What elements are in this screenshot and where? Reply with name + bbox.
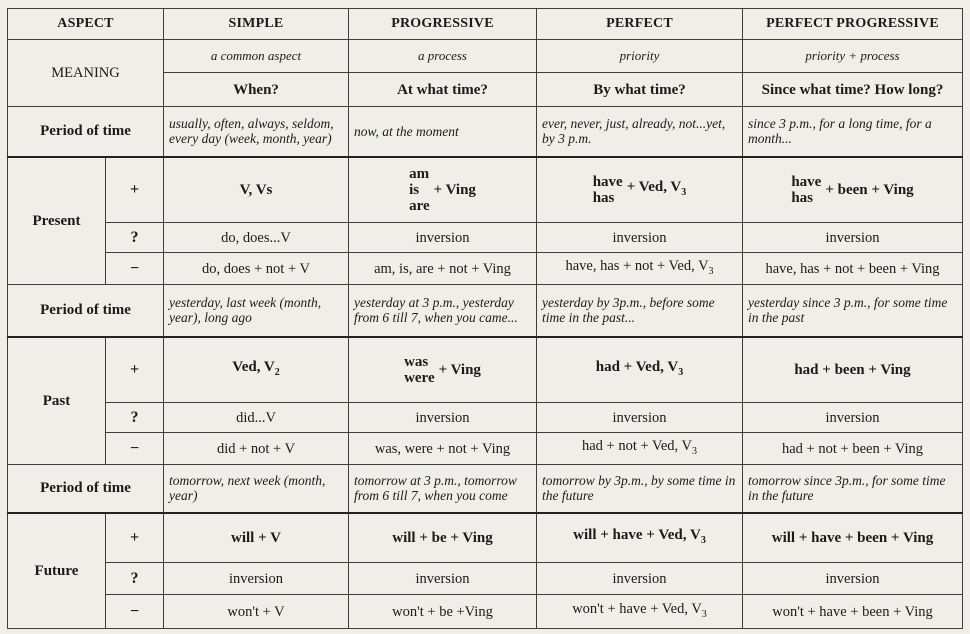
meaning-progressive: a process [349,40,537,73]
meaning-simple: a common aspect [164,40,349,73]
present-neg-perfect-progressive: have, has + not + been + Ving [743,253,963,285]
past-q-perfect-progressive: inversion [743,403,963,433]
progressive-tail: + Ving [438,361,481,378]
form-is: is [409,181,420,198]
future-neg-progressive: won't + be +Ving [349,595,537,629]
present-plus-simple: V, Vs [164,157,349,223]
meaning-perfect: priority [537,40,743,73]
question-sign: ? [106,403,164,433]
meaning-perfect-progressive: priority + process [743,40,963,73]
past-q-progressive: inversion [349,403,537,433]
header-simple: SIMPLE [164,9,349,40]
form-have: have [592,173,623,190]
present-plus-perfect [537,157,743,223]
meaning-label: MEANING [8,40,164,107]
future-plus-perfect-progressive: will + have + been + Ving [743,513,963,563]
past-neg-progressive: was, were + not + Ving [349,433,537,465]
present-affirmative-row [8,157,963,223]
present-plus-perfect-progressive [743,157,963,223]
past-period-simple: yesterday, last week (month, year), long ago [164,285,349,337]
present-period-perfect-progressive: since 3 p.m., for a long time, for a month... [743,107,963,157]
present-period-progressive: now, at the moment [349,107,537,157]
past-q-perfect: inversion [537,403,743,433]
past-plus-progressive [349,337,537,403]
past-plus-perfect-progressive: had + been + Ving [743,337,963,403]
text: Ved, V [232,358,275,375]
past-period-perfect-progressive: yesterday since 3 p.m., for some time in the past [743,285,963,337]
question-perfect: By what time? [537,73,743,107]
meaning-row [8,40,963,73]
future-plus-progressive: will + be + Ving [349,513,537,563]
past-q-simple: did...V [164,403,349,433]
plus-sign: + [106,337,164,403]
header-aspect: ASPECT [8,9,164,40]
form-have: have [791,173,822,190]
question-sign: ? [106,223,164,253]
future-q-progressive: inversion [349,563,537,595]
future-plus-perfect [537,513,743,563]
present-period-label: Period of time [8,107,164,157]
present-q-simple: do, does...V [164,223,349,253]
perfect-tail: + Ved, V [626,178,682,195]
header-progressive: PROGRESSIVE [349,9,537,40]
past-neg-perfect-progressive: had + not + been + Ving [743,433,963,465]
tenses-table [7,8,963,629]
text: won't + have + Ved, V [572,600,702,617]
future-period-simple: tomorrow, next week (month, year) [164,465,349,513]
past-period-row [8,285,963,337]
minus-sign: − [106,595,164,629]
present-q-progressive: inversion [349,223,537,253]
question-sign: ? [106,563,164,595]
past-period-perfect: yesterday by 3p.m., before some time in the past... [537,285,743,337]
subscript: 3 [700,534,706,546]
form-am: am [409,165,430,182]
present-q-perfect-progressive: inversion [743,223,963,253]
future-affirmative-row [8,513,963,563]
past-affirmative-row [8,337,963,403]
future-period-label: Period of time [8,465,164,513]
future-period-perfect: tomorrow by 3p.m., by some time in the future [537,465,743,513]
present-plus-progressive [349,157,537,223]
past-plus-perfect [537,337,743,403]
present-neg-perfect [537,253,743,285]
plus-sign: + [106,157,164,223]
present-label: Present [8,157,106,285]
present-neg-simple: do, does + not + V [164,253,349,285]
header-row [8,9,963,40]
subscript: 3 [701,608,707,620]
minus-sign: − [106,253,164,285]
past-neg-perfect [537,433,743,465]
future-period-perfect-progressive: tomorrow since 3p.m., for some time in the future [743,465,963,513]
past-neg-simple: did + not + V [164,433,349,465]
form-were: were [404,369,435,386]
future-plus-simple: will + V [164,513,349,563]
plus-sign: + [106,513,164,563]
form-was: was [404,353,429,370]
subscript: 3 [692,445,698,457]
future-period-row [8,465,963,513]
future-negative-row [8,595,963,629]
present-question-row [8,223,963,253]
subscript: 3 [678,366,684,378]
past-question-row [8,403,963,433]
subscript: 2 [274,366,280,378]
form-has: has [592,189,615,206]
future-neg-perfect [537,595,743,629]
header-perfect: PERFECT [537,9,743,40]
past-period-progressive: yesterday at 3 p.m., yesterday from 6 till 7, when you came... [349,285,537,337]
future-neg-simple: won't + V [164,595,349,629]
text: have, has + not + Ved, V [565,257,709,274]
pp-tail: + been + Ving [825,181,914,198]
future-label: Future [8,513,106,629]
form-has: has [791,189,813,206]
future-neg-perfect-progressive: won't + have + been + Ving [743,595,963,629]
text: had + not + Ved, V [581,437,693,454]
minus-sign: − [106,433,164,465]
text: will + have + Ved, V [573,526,701,543]
present-neg-progressive: am, is, are + not + Ving [349,253,537,285]
subscript: 3 [681,186,687,198]
future-question-row [8,563,963,595]
header-perfect-progressive: PERFECT PROGRESSIVE [743,9,963,40]
past-negative-row [8,433,963,465]
present-q-perfect: inversion [537,223,743,253]
present-period-row [8,107,963,157]
past-label: Past [8,337,106,465]
question-perfect-progressive: Since what time? How long? [743,73,963,107]
present-period-perfect: ever, never, just, already, not...yet, by 3 p.m. [537,107,743,157]
future-period-progressive: tomorrow at 3 p.m., tomorrow from 6 till 7, when you come [349,465,537,513]
past-plus-simple [164,337,349,403]
future-q-simple: inversion [164,563,349,595]
past-period-label: Period of time [8,285,164,337]
progressive-tail: + Ving [433,181,476,198]
present-negative-row [8,253,963,285]
present-period-simple: usually, often, always, seldom, every day (week, month, year) [164,107,349,157]
future-q-perfect-progressive: inversion [743,563,963,595]
question-progressive: At what time? [349,73,537,107]
question-simple: When? [164,73,349,107]
subscript: 3 [708,265,714,277]
future-q-perfect: inversion [537,563,743,595]
text: had + Ved, V [595,358,679,375]
form-are: are [409,197,430,214]
